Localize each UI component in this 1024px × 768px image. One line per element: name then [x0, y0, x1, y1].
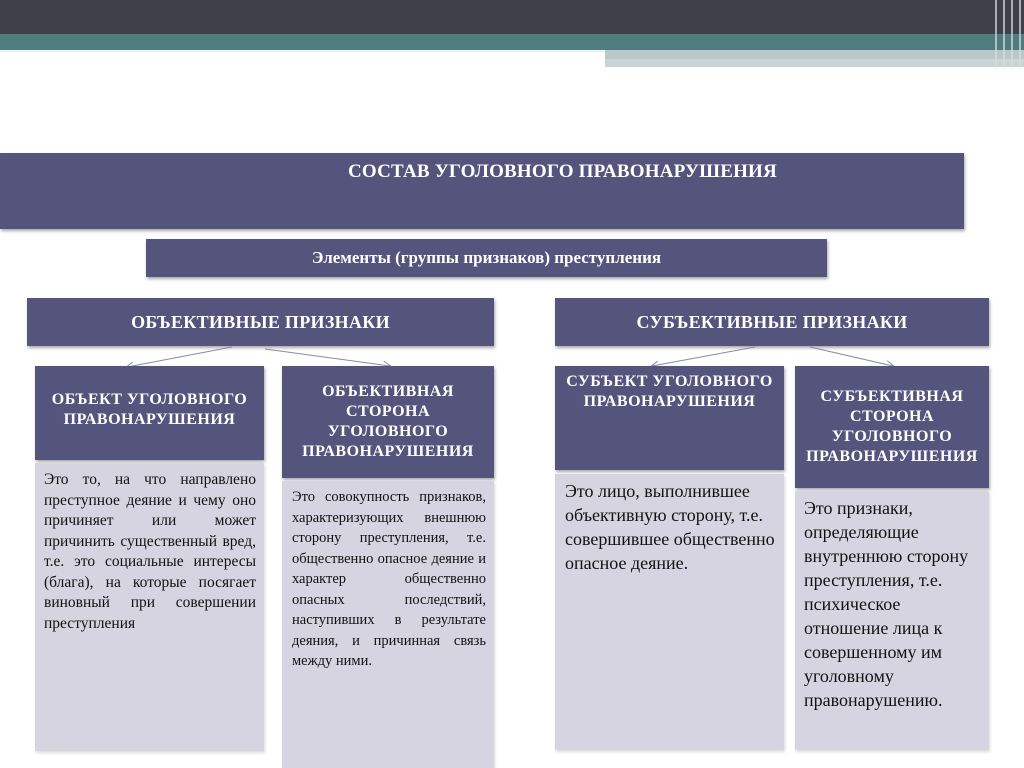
top-bar [0, 0, 1024, 34]
decorative-stripes [992, 0, 1024, 68]
connector-arrow [810, 347, 893, 366]
subjective-side-header [795, 366, 989, 488]
connector-arrow [127, 347, 232, 367]
decorative-band-light [605, 50, 1024, 59]
subject-description [555, 474, 784, 750]
object-header [35, 366, 264, 460]
object-header-text: ОБЪЕКТ УГОЛОВНОГО ПРАВОНАРУШЕНИЯ [51, 391, 248, 428]
diagram-title [0, 153, 964, 229]
subjective-group-header [555, 298, 989, 346]
objective-side-description-text: Это совокупность признаков, характеризующих внешнюю сторону преступления, т.е. общественно опасное деяние и характер общественно опасных последствий, наступивших в результате деяния, и причинная связь между ними. [292, 489, 486, 669]
decorative-band [0, 34, 1024, 50]
object-description-text: Это то, на что направлено преступное деяние и чему оно причиняет или может причинить существенный вред, т.е. это социальные интересы (блага), на которые посягает виновный при совершении преступления [44, 471, 256, 632]
subjective-side-description [795, 491, 989, 750]
connector-arrow [652, 347, 755, 366]
diagram-title-text: СОСТАВ УГОЛОВНОГО ПРАВОНАРУШЕНИЯ [348, 161, 777, 182]
objective-side-header-text: ОБЪЕКТИВНАЯ СТОРОНА УГОЛОВНОГО ПРАВОНАРУШЕНИЯ [302, 383, 474, 460]
subjective-side-header-text: СУБЪЕКТИВНАЯ СТОРОНА УГОЛОВНОГО ПРАВОНАРУШЕНИЯ [806, 388, 978, 465]
diagram-subtitle [146, 239, 827, 277]
subjective-group-label: СУБЪЕКТИВНЫЕ ПРИЗНАКИ [636, 311, 908, 332]
subject-header [555, 366, 784, 470]
subject-header-text: СУБЪЕКТ УГОЛОВНОГО ПРАВОНАРУШЕНИЯ [566, 373, 773, 410]
objective-group-label: ОБЪЕКТИВНЫЕ ПРИЗНАКИ [131, 311, 390, 332]
objective-group-header [27, 298, 494, 346]
diagram-subtitle-text: Элементы (группы признаков) преступления [311, 248, 662, 267]
subject-description-text: Это лицо, выполнившее объективную сторону, т.е. совершившее общественно опасное деяние. [565, 481, 775, 573]
decorative-line [0, 51, 605, 52]
objective-side-description [282, 481, 494, 768]
object-description [35, 463, 264, 751]
subjective-side-description-text: Это признаки, определяющие внутреннюю сторону преступления, т.е. психическое отношение лица к совершенному им уголовному правонарушению. [804, 498, 969, 710]
decorative-band-light [605, 59, 1024, 67]
connector-arrow [265, 349, 390, 366]
objective-side-header [282, 366, 494, 478]
